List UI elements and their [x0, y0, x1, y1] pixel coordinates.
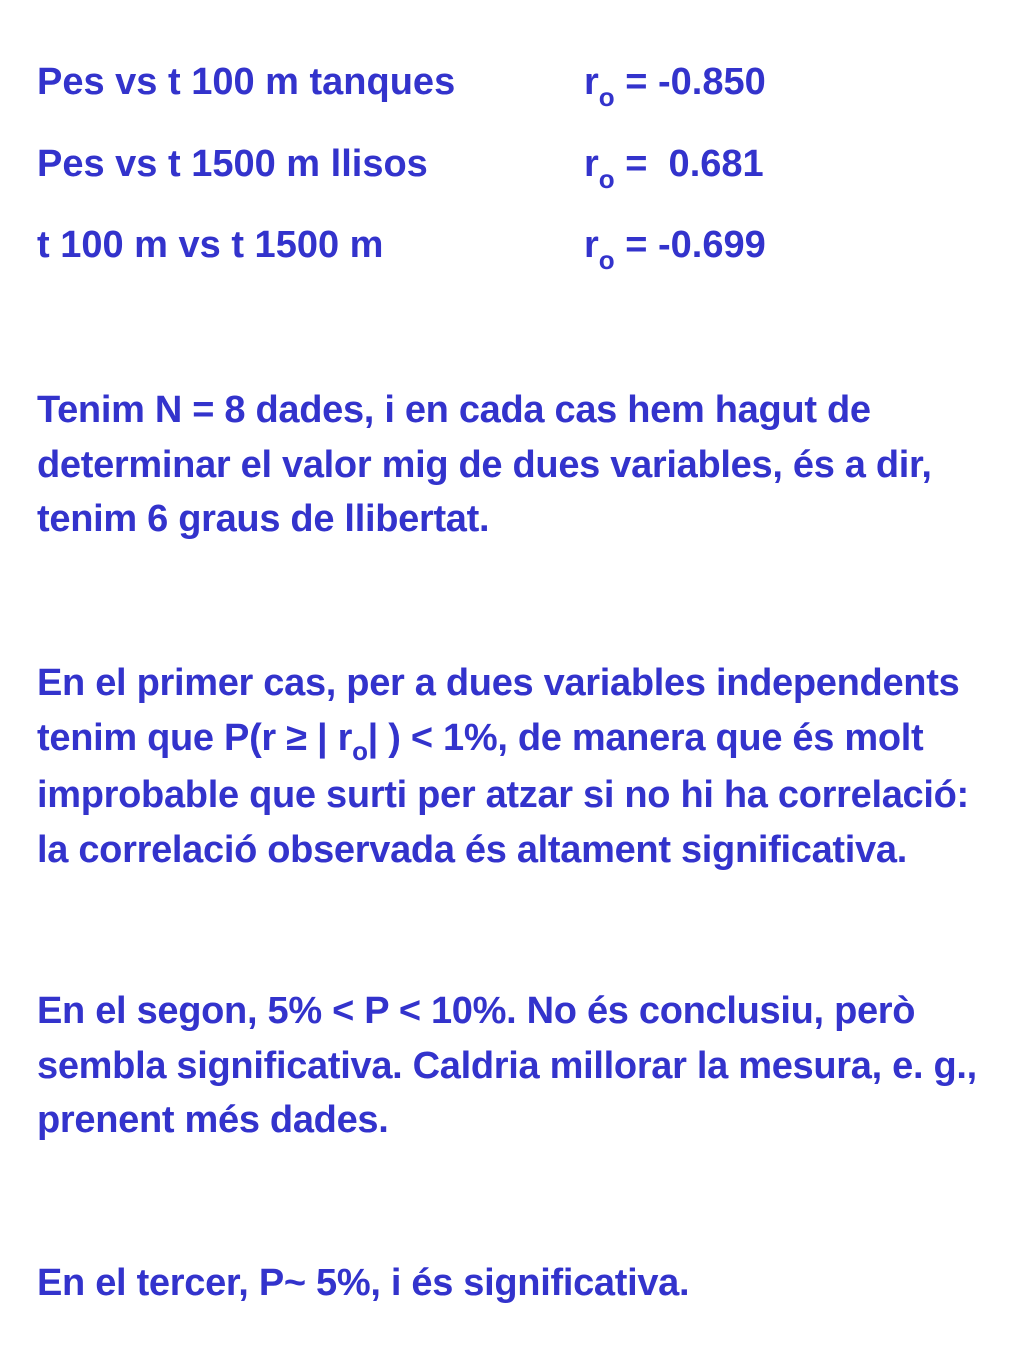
paragraph-line: tenim 6 graus de llibertat. [37, 498, 490, 540]
correlation-value [584, 140, 764, 194]
correlation-label: t 100 m vs t 1500 m [37, 224, 384, 266]
equals-sign: = [614, 61, 658, 103]
correlation-row [37, 140, 977, 194]
r-subscript: o [598, 245, 615, 275]
r-symbol: r [584, 224, 599, 266]
correlation-label: Pes vs t 100 m tanques [37, 61, 456, 103]
paragraph-first-case [37, 656, 997, 877]
correlation-value [584, 221, 766, 275]
paragraph-line: sembla significativa. Caldria millorar la mesura, e. g., [37, 1044, 977, 1087]
paragraph-third-case [37, 1256, 997, 1311]
coefficient: 0.681 [658, 143, 764, 185]
coefficient: -0.699 [658, 224, 766, 266]
equals-sign: = [614, 224, 658, 266]
paragraph-second-case [37, 984, 997, 1148]
paragraph-line: En el tercer, P~ 5%, i és significativa. [37, 1262, 690, 1304]
paragraph-line: prenent més dades. [37, 1099, 389, 1141]
paragraph-line: En el segon, 5% < P < 10%. No és conclusiu, però [37, 990, 916, 1032]
equals-sign: = [614, 143, 658, 185]
correlation-label: Pes vs t 1500 m llisos [37, 143, 428, 185]
paragraph-line [37, 711, 997, 769]
r-symbol: r [584, 143, 599, 185]
correlation-row [37, 58, 977, 112]
paragraph-line: improbable que surti per atzar si no hi ha correlació: [37, 774, 969, 816]
paragraph-line: En el primer cas, per a dues variables independents [37, 662, 960, 704]
r-subscript: o [352, 735, 368, 766]
correlation-row [37, 221, 977, 275]
correlation-value [584, 58, 766, 112]
r-symbol: r [584, 61, 599, 103]
coefficient: -0.850 [658, 61, 766, 103]
paragraph-line: Tenim N = 8 dades, i en cada cas hem hagut de [37, 389, 871, 431]
inequality-suffix: | ) < 1%, de manera que és molt [367, 716, 924, 759]
paragraph-line: la correlació observada és altament significativa. [37, 828, 907, 871]
paragraph-degrees-of-freedom [37, 383, 997, 547]
paragraph-line: determinar el valor mig de dues variables, és a dir, [37, 443, 932, 486]
inequality-prefix: tenim que P(r ≥ | r [37, 716, 353, 759]
r-subscript: o [598, 82, 615, 112]
r-subscript: o [598, 164, 615, 194]
